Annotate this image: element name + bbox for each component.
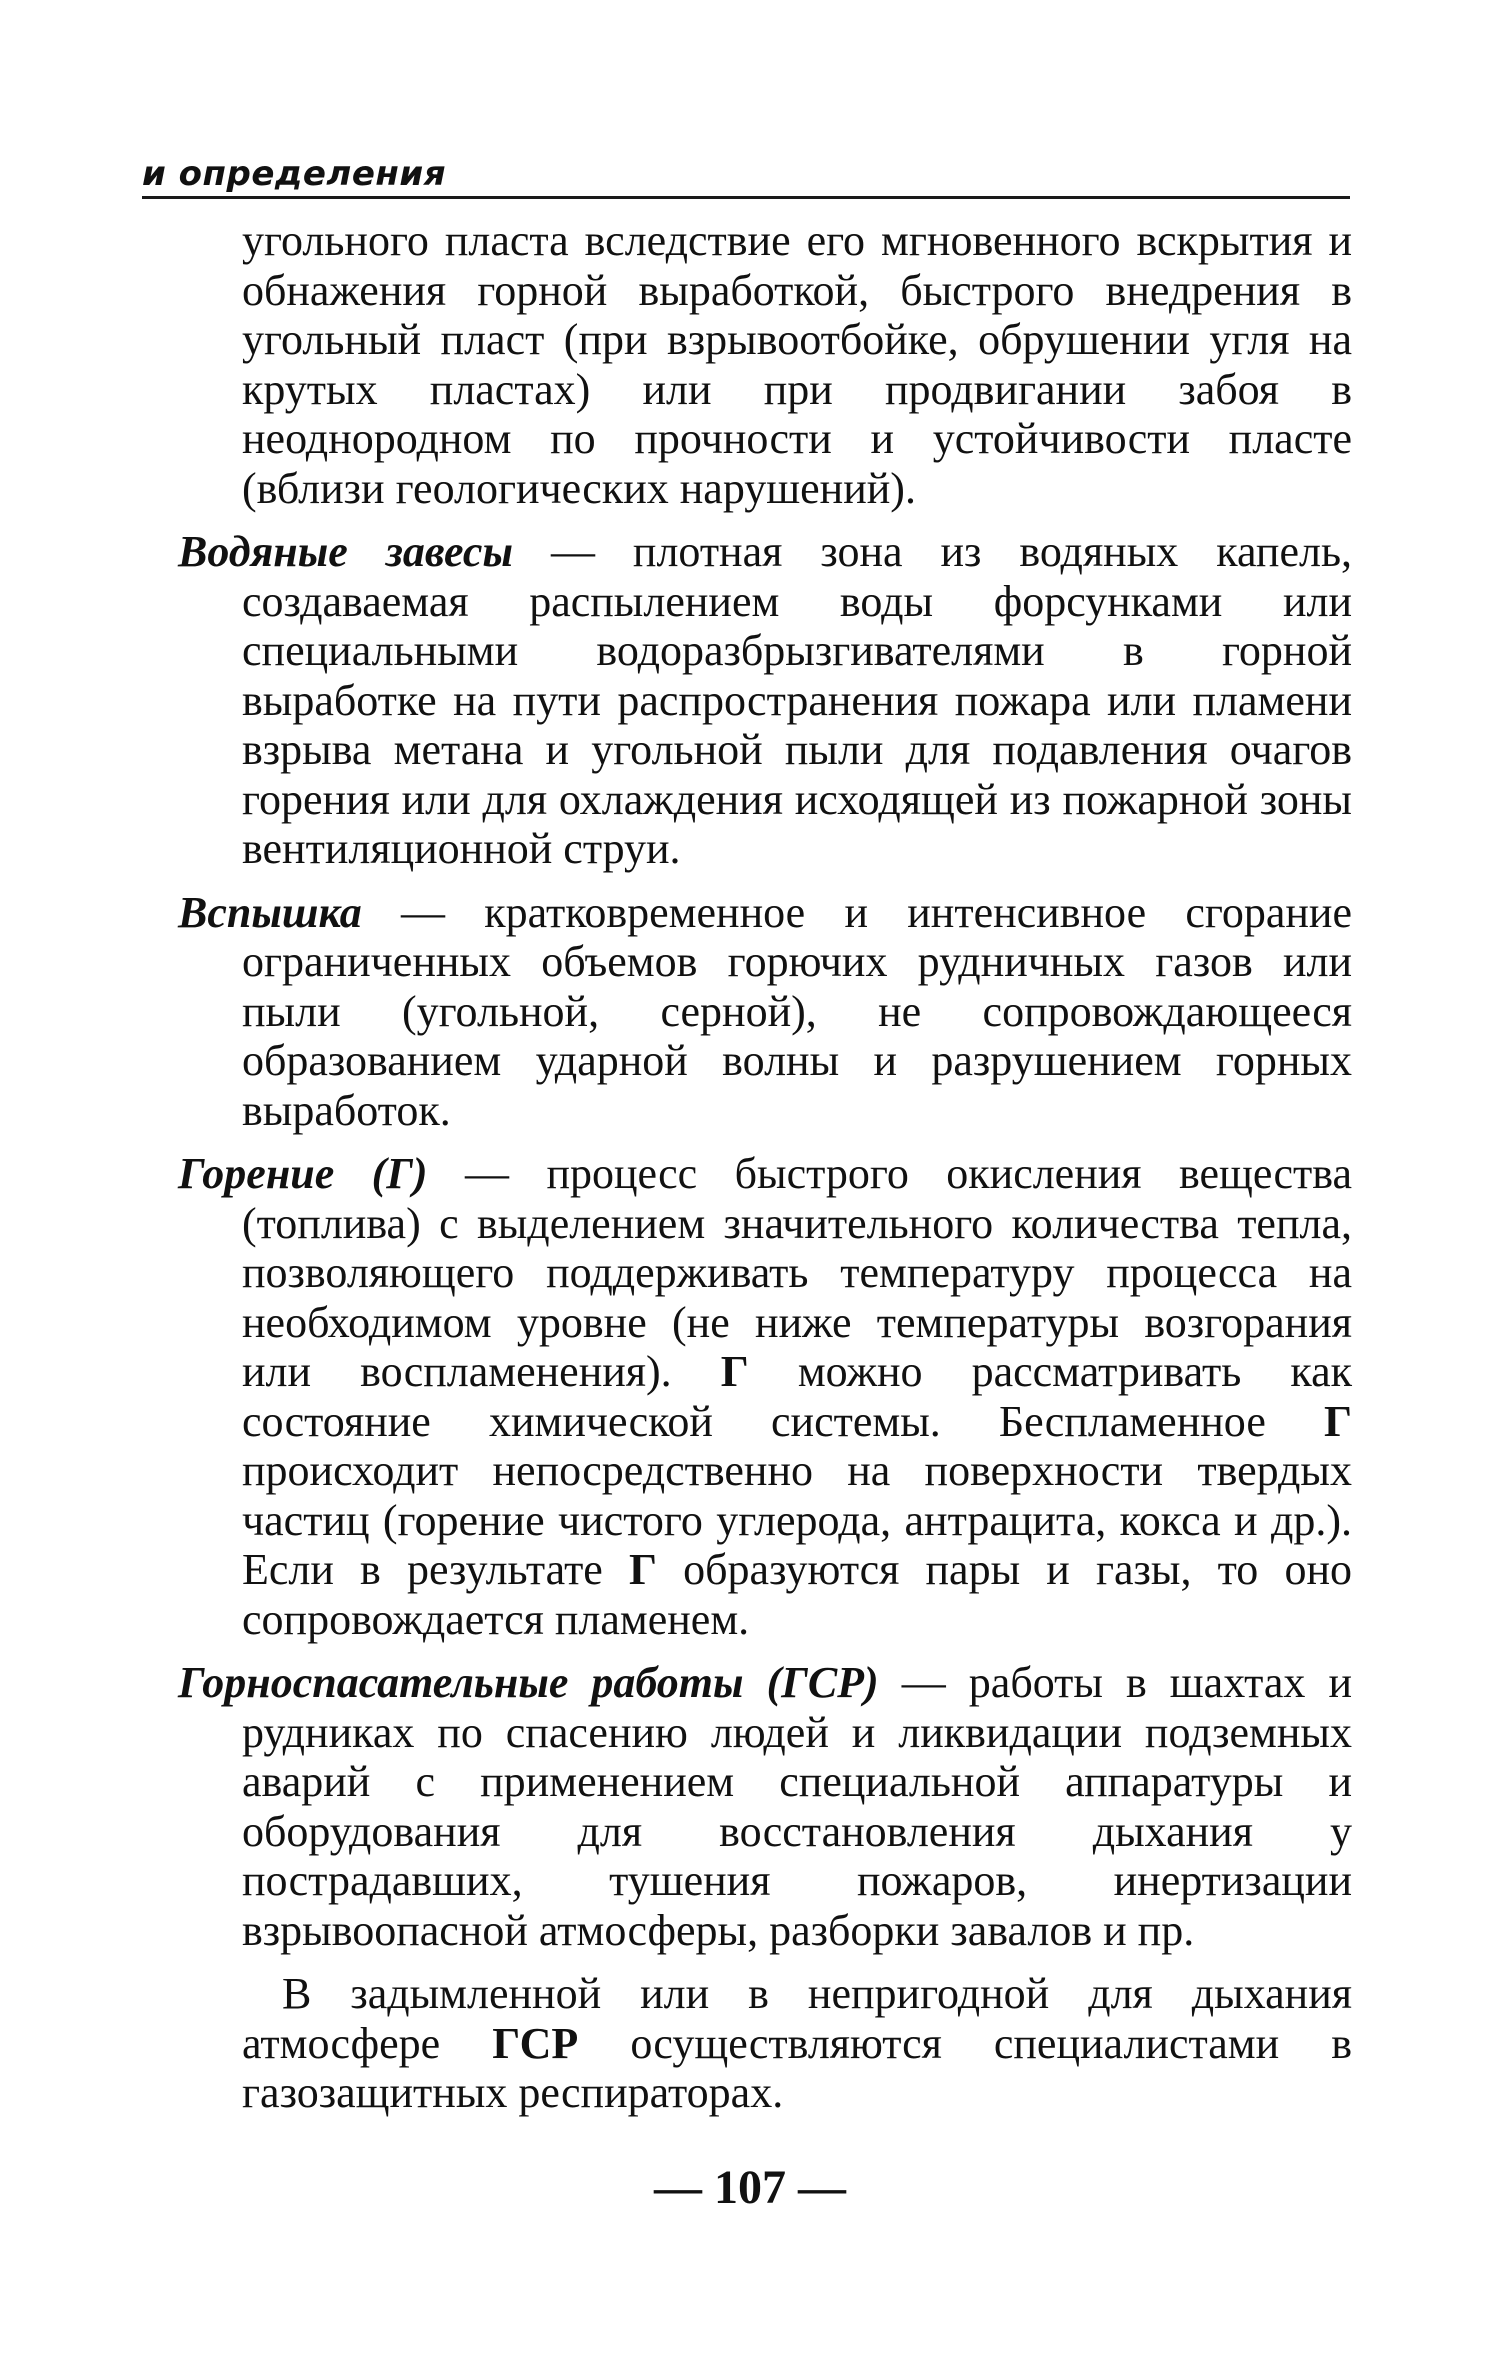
entry-dash: — (513, 527, 633, 576)
note-text: В задымленной или в непригодной для дыхания атмосфере (242, 1969, 1352, 2068)
entry-term: Вспышка (178, 887, 362, 937)
note-paragraph (178, 1969, 1352, 2118)
entry-definition: работы в шахтах и рудниках по спасению людей и ликвидации подземных аварий с применением специальной аппаратуры и оборудования для восстановления дыхания у пострадавших, тушения пожаров, инертизации взрывоопасной атмосферы, разборки завалов и пр. (242, 1658, 1352, 1955)
entry-abbreviation: Г (629, 1545, 657, 1594)
entry-gornospasatelnye-raboty (178, 1658, 1352, 1955)
entry-gorenie (178, 1149, 1352, 1644)
entry-vodyanye-zavesy (178, 527, 1352, 874)
entry-definition-part: процесс быстрого окисления вещества (топлива) с выделением значительного количества тепла, позволяющего поддерживать температуру процесса на необходимом уровне (не ниже температуры возгорания или воспламенения). (242, 1149, 1353, 1396)
entry-term: Водяные завесы (178, 527, 513, 576)
page-number: — 107 — (654, 2161, 846, 2214)
entry-definition: кратковременное и интенсивное сгорание ограниченных объемов горючих рудничных газов или пыли (угольной, серной), не сопровождающееся образованием ударной волны и разрушением горных выработок. (242, 887, 1352, 1135)
note-text: осуществляются специалистами в газозащитных респираторах. (242, 2018, 1352, 2117)
entry-definition: плотная зона из водяных капель, создаваемая распылением воды форсунками или специальными водоразбрызгивателями в горной выработке на пути распространения пожара или пламени взрыва метана и угольной пыли для подавления очагов горения или для охлаждения исходящей из пожарной зоны вентиляционной струи. (242, 527, 1353, 873)
continued-paragraph: угольного пласта вследствие его мгновенного вскрытия и обнажения горной выработкой, быстрого внедрения в угольный пласт (при взрывоотбойке, обрушении угля на крутых пластах) или при продвигании забоя в неоднородном по прочности и устойчивости пласте (вблизи геологических нарушений). (242, 216, 1352, 513)
entry-abbreviation: Г (1324, 1396, 1352, 1446)
page-body (178, 216, 1352, 2118)
entry-dash: — (361, 887, 485, 937)
entry-term: Горение (Г) (178, 1149, 428, 1198)
entry-definition-part: образуются пары и газы, то оно сопровождается пламенем. (242, 1545, 1352, 1644)
entry-dash: — (427, 1149, 547, 1198)
entry-definition-part: происходит непосредственно на поверхности твердых частиц (горение чистого углерода, антрацита, кокса и др.). Если в результате (242, 1446, 1352, 1594)
note-abbreviation: ГСР (492, 2018, 579, 2068)
running-head (142, 148, 1350, 199)
entry-abbreviation: Г (720, 1347, 749, 1396)
entry-term: Горноспасательные работы (ГСР) (178, 1658, 879, 1707)
running-head-title: и определения (142, 154, 447, 194)
entry-dash: — (878, 1658, 969, 1707)
entry-vspyshka (178, 888, 1352, 1136)
entry-definition-part: можно рассматривать как состояние химической системы. Беспламенное (242, 1347, 1352, 1446)
